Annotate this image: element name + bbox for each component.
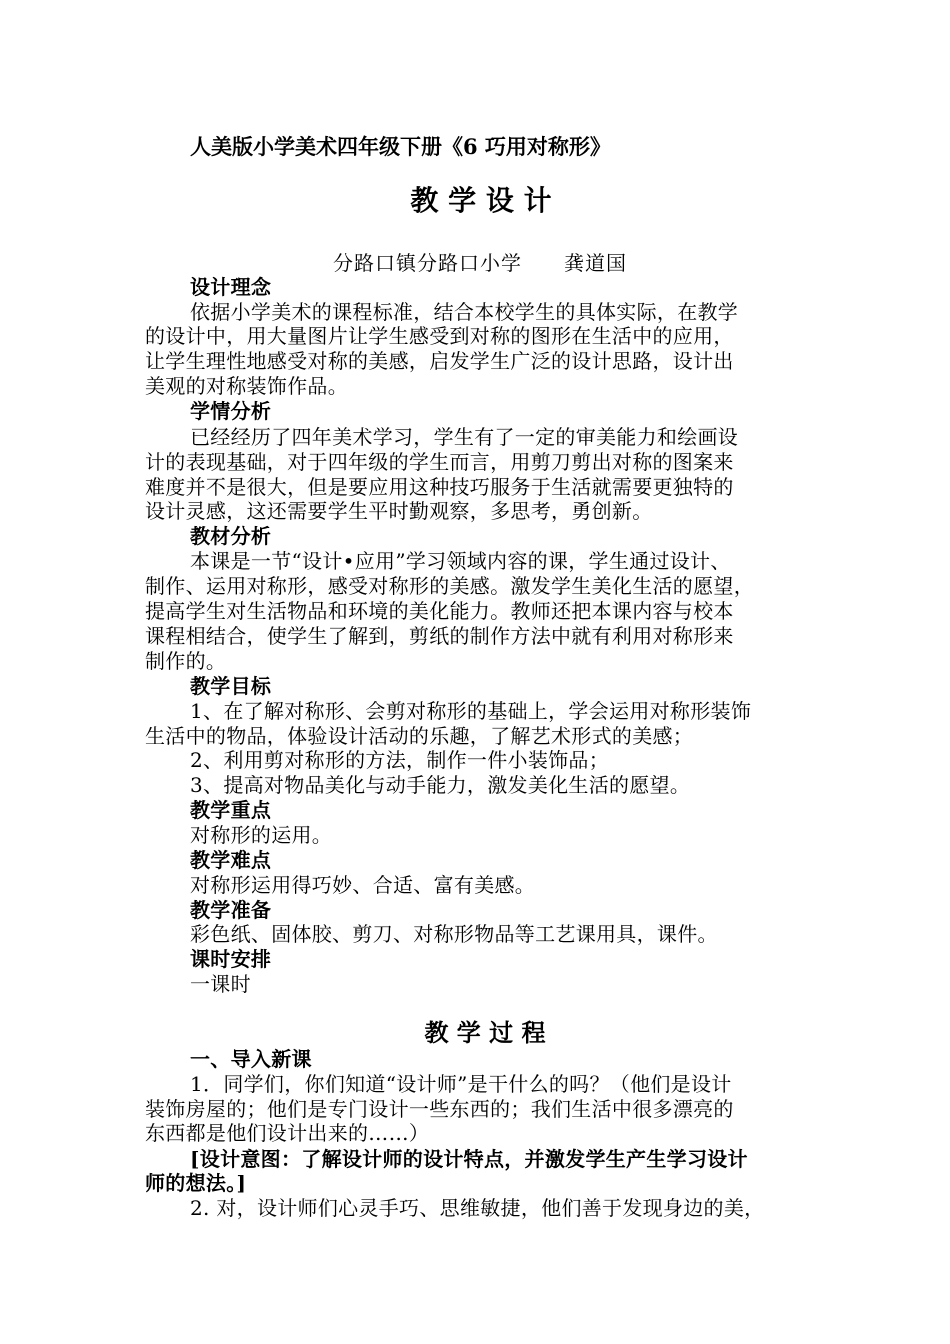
paragraph-line: 计的表现基础，对于四年级的学生而言，用剪刀剪出对称的图案来 bbox=[145, 450, 734, 474]
paragraph-line: 制作、运用对称形，感受对称形的美感。激发学生美化生活的愿望， bbox=[145, 574, 754, 598]
section-heading-schedule: 课时安排 bbox=[190, 947, 272, 971]
author-line: 分路口镇分路口小学 龚道国 bbox=[333, 251, 627, 275]
paragraph-line: 已经经历了四年美术学习，学生有了一定的审美能力和绘画设 bbox=[190, 425, 739, 449]
paragraph-line: 让学生理性地感受对称的美感，启发学生广泛的设计思路，设计出 bbox=[145, 349, 734, 373]
paragraph-line: 1．同学们，你们知道“设计师”是干什么的吗？（他们是设计 bbox=[190, 1072, 732, 1096]
paragraph-line: 依据小学美术的课程标准，结合本校学生的具体实际，在教学 bbox=[190, 300, 739, 324]
section-heading-teaching-goals: 教学目标 bbox=[190, 674, 272, 698]
paragraph-line: 1、在了解对称形、会剪对称形的基础上，学会运用对称形装饰 bbox=[190, 699, 752, 723]
paragraph-line: 东西都是他们设计出来的……） bbox=[145, 1121, 430, 1145]
paragraph-line: 对称形运用得巧妙、合适、富有美感。 bbox=[190, 873, 536, 897]
section-heading-design-concept: 设计理念 bbox=[190, 275, 272, 299]
section-heading-student-analysis: 学情分析 bbox=[190, 399, 272, 423]
paragraph-line: 设计灵感，这还需要学生平时勤观察，多思考，勇创新。 bbox=[145, 499, 653, 523]
paragraph-line: 彩色纸、固体胶、剪刀、对称形物品等工艺课用具，课件。 bbox=[190, 922, 718, 946]
header-title: 人美版小学美术四年级下册《6 巧用对称形》 bbox=[190, 134, 611, 159]
main-title: 教 学 设 计 bbox=[410, 184, 552, 217]
design-intent-line: [设计意图：了解设计师的设计特点，并激发学生产生学习设计 bbox=[190, 1147, 748, 1171]
paragraph-line: 提高学生对生活物品和环境的美化能力。教师还把本课内容与校本 bbox=[145, 599, 734, 623]
section-heading-material-analysis: 教材分析 bbox=[190, 524, 272, 548]
paragraph-line: 2. 对，设计师们心灵手巧、思维敏捷，他们善于发现身边的美， bbox=[190, 1196, 765, 1220]
paragraph-line: 美观的对称装饰作品。 bbox=[145, 374, 348, 398]
paragraph-line: 装饰房屋的；他们是专门设计一些东西的；我们生活中很多漂亮的 bbox=[145, 1097, 734, 1121]
design-intent-line: 师的想法。] bbox=[145, 1171, 247, 1195]
paragraph-line: 2、利用剪对称形的方法，制作一件小装饰品； bbox=[190, 748, 610, 772]
paragraph-line: 制作的。 bbox=[145, 649, 227, 673]
paragraph-line: 一课时 bbox=[190, 972, 251, 996]
process-title: 教 学 过 程 bbox=[424, 1018, 546, 1047]
paragraph-line: 生活中的物品，体验设计活动的乐趣，了解艺术形式的美感； bbox=[145, 724, 694, 748]
section-heading-intro: 一、导入新课 bbox=[190, 1047, 312, 1071]
section-heading-preparation: 教学准备 bbox=[190, 898, 272, 922]
paragraph-line: 难度并不是很大，但是要应用这种技巧服务于生活就需要更独特的 bbox=[145, 475, 734, 499]
paragraph-line: 对称形的运用。 bbox=[190, 823, 333, 847]
section-heading-difficulties: 教学难点 bbox=[190, 848, 272, 872]
paragraph-line: 本课是一节“设计•应用”学习领域内容的课，学生通过设计、 bbox=[190, 549, 731, 573]
paragraph-line: 的设计中，用大量图片让学生感受到对称的图形在生活中的应用， bbox=[145, 324, 734, 348]
paragraph-line: 3、提高对物品美化与动手能力，激发美化生活的愿望。 bbox=[190, 773, 691, 797]
paragraph-line: 课程相结合，使学生了解到，剪纸的制作方法中就有利用对称形来 bbox=[145, 624, 734, 648]
section-heading-key-points: 教学重点 bbox=[190, 798, 272, 822]
